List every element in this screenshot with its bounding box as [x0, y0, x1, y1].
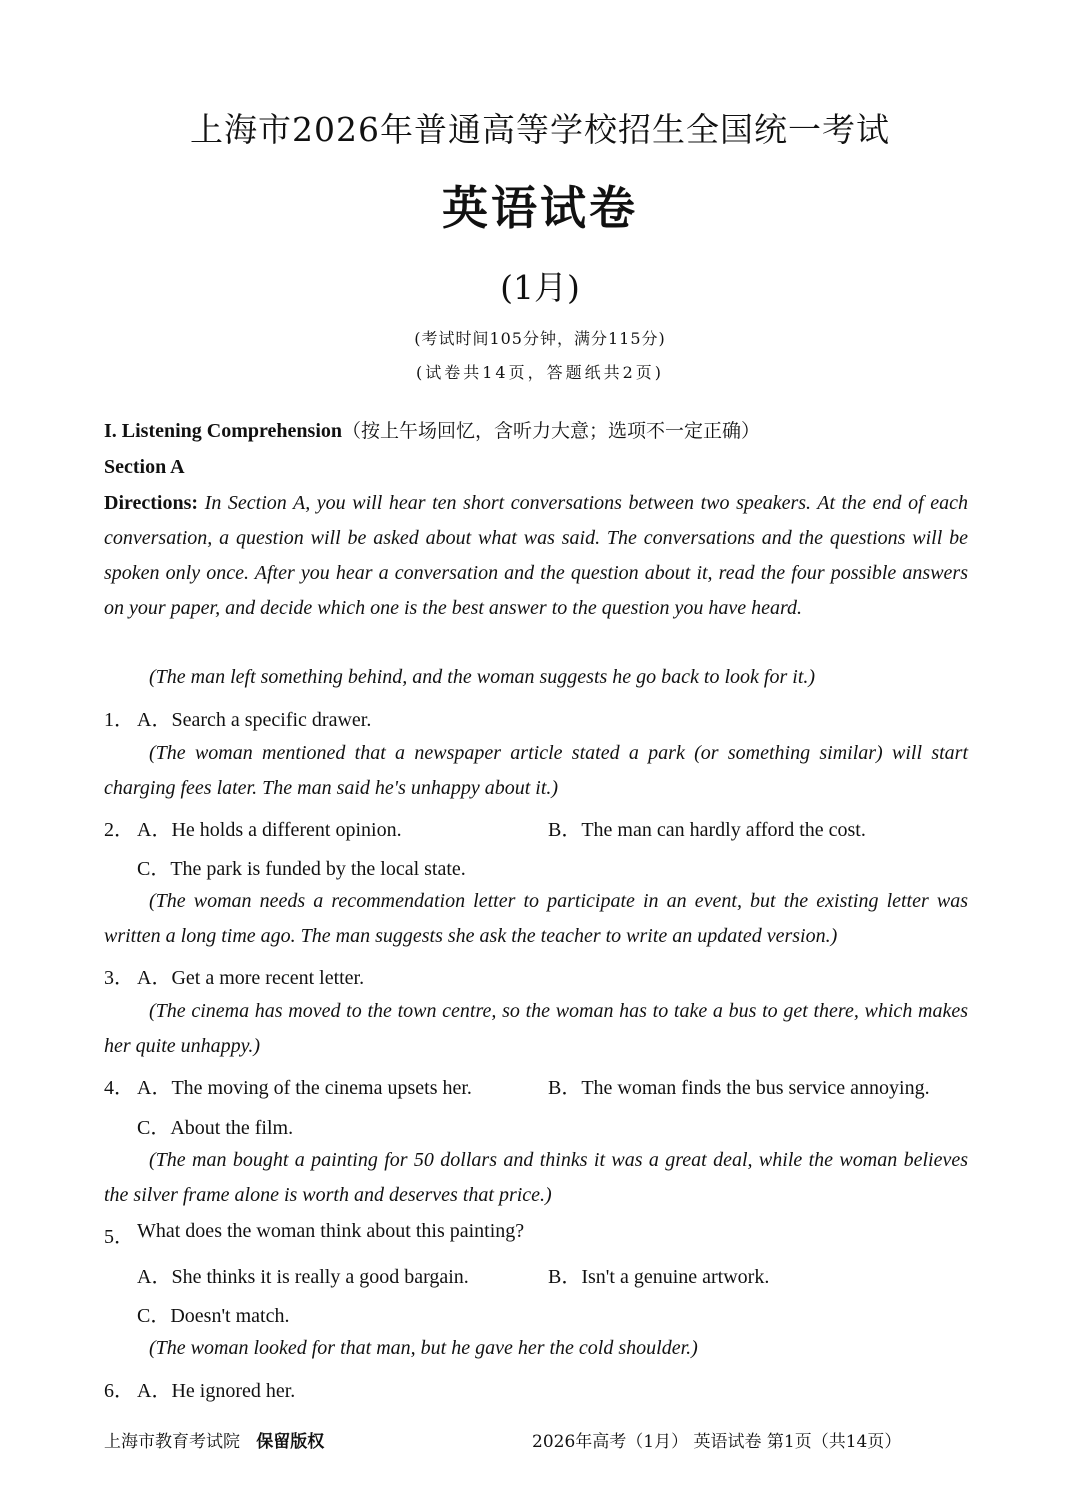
q4-option-a: A．The moving of the cinema upsets her. [137, 1077, 472, 1099]
footer-page-info: 2026年高考（1月） 英语试卷 第1页（共14页） [532, 1432, 902, 1452]
q2-context: (The woman mentioned that a newspaper article stated a park (or something similar) will start charging fees later. The man said he's unhappy about it.) [104, 742, 968, 799]
directions-label: Directions: [104, 492, 199, 514]
q6-option-a: A．He ignored her. [137, 1380, 296, 1402]
q5-option-c: C．Doesn't match. [137, 1305, 290, 1327]
q4-option-b: B．The woman finds the bus service annoying. [548, 1077, 930, 1099]
q1-number: 1． [104, 709, 134, 731]
directions [104, 486, 968, 626]
q3-context: (The woman needs a recommendation letter to participate in an event, but the existing letter was written a long time ago. The man suggests she ask the teacher to write an updated version.) [104, 890, 968, 947]
q2-number: 2． [104, 819, 134, 841]
q5-option-b: B．Isn't a genuine artwork. [548, 1266, 770, 1288]
q2-option-a: A．He holds a different opinion. [137, 819, 402, 841]
subject-title: 英语试卷 [442, 181, 638, 235]
q5-number: 5． [104, 1226, 134, 1248]
footer-publisher: 上海市教育考试院 [104, 1432, 240, 1452]
q6-context: (The woman looked for that man, but he gave her the cold shoulder.) [149, 1337, 698, 1359]
q5-option-a: A．She thinks it is really a good bargain. [137, 1266, 469, 1288]
q4-number: 4． [104, 1077, 134, 1099]
q1-context: (The man left something behind, and the woman suggests he go back to look for it.) [149, 666, 816, 688]
part-heading-title: I. Listening Comprehension [104, 420, 343, 442]
session-title: (1月) [500, 268, 580, 307]
q1-option-a: A．Search a specific drawer. [137, 709, 372, 731]
section-heading: Section A [104, 456, 185, 478]
part-heading-note: （按上午场回忆，含听力大意；选项不一定正确） [342, 420, 761, 442]
footer-rights: 保留版权 [256, 1432, 325, 1452]
q3-option-a: A．Get a more recent letter. [137, 967, 365, 989]
directions-text: In Section A, you will hear ten short conversations between two speakers. At the end of each conversation, a question will be asked about what was said. The conversations and the questions will be spoken only once. After you hear a conversation and the question about it, read the four possible answers on your paper, and decide which one is the best answer to the question you have heard. [104, 492, 968, 619]
q4-option-c: C．About the film. [137, 1117, 294, 1139]
q2-option-b: B．The man can hardly afford the cost. [548, 819, 866, 841]
exam-title: 上海市2026年普通高等学校招生全国统一考试 [190, 110, 890, 149]
q6-number: 6． [104, 1380, 134, 1402]
exam-time-info: (考试时间105分钟，满分115分) [414, 329, 666, 348]
footer-left [104, 1427, 324, 1452]
page-count-info: (试卷共14页，答题纸共2页) [415, 363, 665, 382]
q3-number: 3． [104, 967, 134, 989]
q4-context: (The cinema has moved to the town centre, so the woman has to take a bus to get there, which makes her quite unhappy.) [104, 1000, 968, 1057]
q5-context: (The man bought a painting for 50 dollars and thinks it was a great deal, while the woman believes the silver frame alone is worth and deserves that price.) [104, 1149, 968, 1206]
part-heading [104, 416, 760, 443]
q2-option-c: C．The park is funded by the local state. [137, 858, 466, 880]
q5-question: What does the woman think about this painting? [137, 1220, 525, 1242]
